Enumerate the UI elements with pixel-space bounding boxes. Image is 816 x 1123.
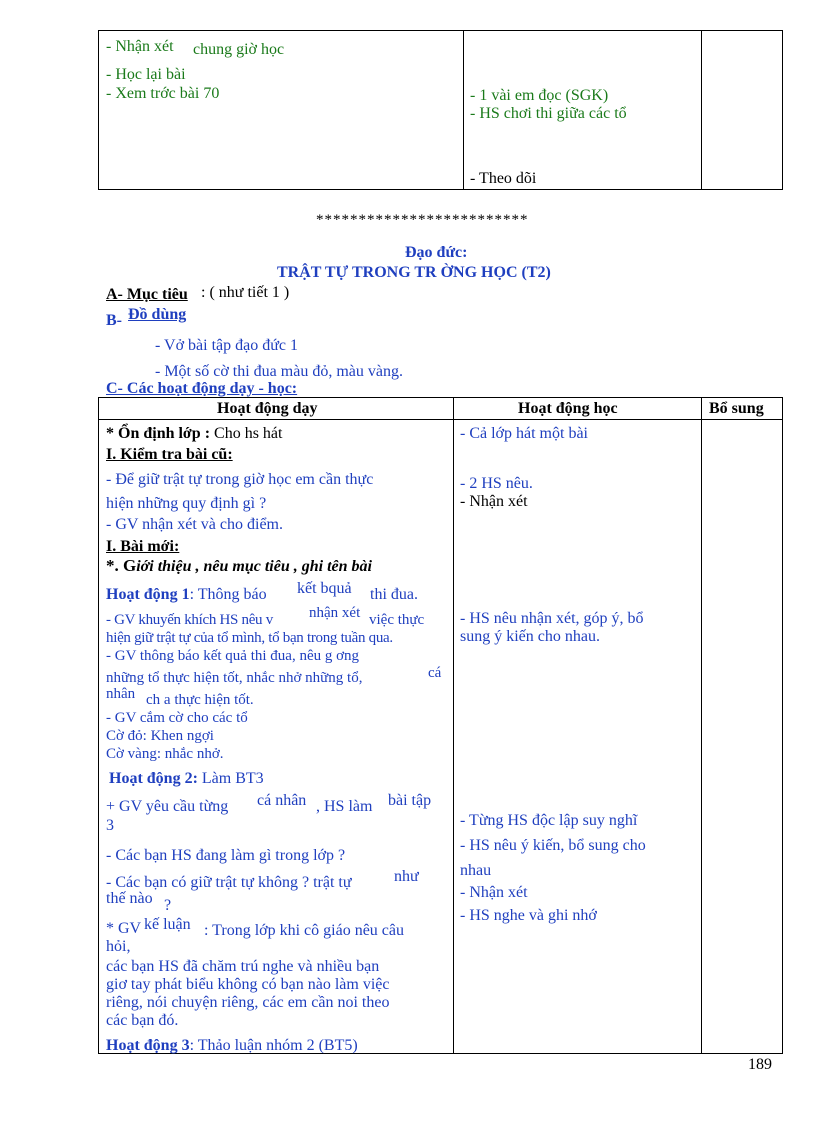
teacher-row-18-a: + GV yêu cầu từng (106, 798, 229, 815)
teacher-row-8 (106, 586, 267, 604)
teacher-row-23-raised: kế luận (144, 916, 191, 933)
teacher-row-22: thế nào (106, 890, 153, 907)
top-col2-line3: - Theo dõi (470, 170, 537, 187)
teacher-row-6: I. Bài mới: (106, 538, 180, 555)
teacher-row-27: riêng, nói chuyện riêng, các em cần noi theo (106, 994, 390, 1011)
lesson-title: TRẬT TỰ TRONG TR ỜNG HỌC (T2) (277, 264, 551, 281)
subject-title: Đạo đức: (405, 244, 468, 261)
student-row-9: - Nhận xét (460, 884, 528, 901)
teacher-row-28: các bạn đó. (106, 1012, 179, 1029)
top-col1-line1-raised: chung giờ học (193, 41, 285, 58)
top-col2-line2: - HS chơi thi giữa các tổ (470, 105, 627, 122)
page-number: 189 (748, 1056, 772, 1073)
teacher-row-5: - GV nhận xét và cho điểm. (106, 516, 283, 533)
section-b-label: Đồ dùng (128, 306, 187, 323)
header-student: Hoạt động học (518, 400, 618, 417)
teacher-row-24: hỏi, (106, 938, 131, 955)
top-table-border-right (782, 30, 783, 190)
student-row-3: - Nhận xét (460, 493, 528, 510)
teacher-row-22-q: ? (164, 897, 172, 914)
activity-1-end: thi đua. (370, 586, 418, 603)
teacher-row-23-a: * GV (106, 920, 142, 937)
teacher-row-1-label: * Ổn định lớp : (106, 425, 211, 442)
student-row-4: - HS nêu nhận xét, góp ý, bổ (460, 610, 644, 627)
teacher-row-18-raised-1: cá nhân (257, 792, 307, 809)
student-row-2: - 2 HS nêu. (460, 475, 533, 492)
teacher-row-16: Cờ vàng: nhắc nhở. (106, 746, 224, 762)
main-table-border-top (98, 397, 783, 398)
section-b-prefix: B- (106, 312, 122, 329)
student-row-1: - Cả lớp hát một bài (460, 425, 588, 442)
top-table-divider-2 (701, 30, 702, 190)
main-table-divider-2 (701, 397, 702, 1054)
teacher-row-9-raised: nhận xét (309, 605, 361, 621)
top-col1-line2: - Học lại bài (106, 66, 186, 83)
teacher-row-26: giơ tay phát biểu không có bạn nào làm việc (106, 976, 390, 993)
teacher-row-21: - Các bạn có giữ trật tự không ? trật tự (106, 874, 352, 891)
teacher-row-10: hiện giữ trật tự của tổ mình, tổ bạn trong tuần qua. (106, 630, 393, 646)
top-table-border-bottom (98, 189, 783, 190)
material-2: - Một số cờ thi đua màu đỏ, màu vàng. (155, 363, 403, 380)
teacher-row-20: - Các bạn HS đang làm gì trong lớp ? (106, 847, 346, 864)
teacher-row-9-b: việc thực (369, 612, 425, 628)
teacher-row-18-raised-2: bài tập (388, 792, 432, 809)
top-col2-line1: - 1 vài em đọc (SGK) (470, 87, 609, 104)
top-table-divider-1 (463, 30, 464, 190)
student-row-6: - Từng HS độc lập suy nghĩ (460, 812, 638, 829)
teacher-row-4: hiện những quy định gì ? (106, 495, 267, 512)
teacher-row-12-raised: cá (428, 665, 442, 681)
teacher-row-13-b: ch a thực hiện tốt. (146, 692, 254, 708)
teacher-row-1-text: Cho hs hát (210, 425, 283, 442)
activity-3-label: Hoạt động 3 (106, 1037, 190, 1054)
teacher-row-21-raised: như (394, 868, 419, 885)
section-a-text: : ( như tiết 1 ) (201, 284, 290, 301)
activity-2-label: Hoạt động 2: (109, 770, 198, 787)
teacher-row-13-a: nhân (106, 686, 136, 702)
teacher-row-25: các bạn HS đã chăm trú nghe và nhiều bạn (106, 958, 380, 975)
teacher-row-9: - GV khuyến khích HS nêu v (106, 612, 273, 628)
top-col1-line1: - Nhận xét (106, 38, 174, 55)
top-table-border-left (98, 30, 99, 190)
teacher-row-1 (106, 425, 282, 443)
teacher-row-14: - GV cắm cờ cho các tổ (106, 710, 248, 726)
top-table-border-top (98, 30, 783, 31)
activity-1-raised: kết bquả (297, 580, 352, 597)
section-a-label: A- Mục tiêu (106, 286, 188, 303)
activity-1-text: : Thông báo (189, 586, 267, 603)
teacher-row-7-a: *. G (106, 556, 137, 575)
teacher-row-29 (106, 1037, 358, 1055)
material-1: - Vở bài tập đạo đức 1 (155, 337, 299, 354)
main-table-border-right (782, 397, 783, 1054)
student-row-5: sung ý kiến cho nhau. (460, 628, 600, 645)
teacher-row-7-b: iới thiệu , nêu mục tiêu , ghi tên bài (136, 558, 372, 575)
student-row-10: - HS nghe và ghi nhớ (460, 907, 597, 924)
activity-1-label: Hoạt động 1 (106, 586, 190, 603)
main-table-border-left (98, 397, 99, 1054)
teacher-row-17 (109, 770, 264, 788)
main-table-header-rule (98, 419, 783, 420)
main-table-divider-1 (453, 397, 454, 1054)
teacher-row-18-b: , HS làm (316, 798, 373, 815)
student-row-8: nhau (460, 862, 492, 879)
teacher-row-19: 3 (106, 817, 114, 834)
section-c-label: C- Các hoạt động dạy - học: (106, 380, 298, 397)
teacher-row-3: - Để giữ trật tự trong giờ học em cần thực (106, 471, 374, 488)
teacher-row-2: I. Kiểm tra bài cũ: (106, 446, 233, 463)
teacher-row-11: - GV thông báo kết quả thi đua, nêu g ơng (106, 648, 360, 664)
activity-3-text: : Thảo luận nhóm 2 (BT5) (189, 1037, 358, 1054)
top-col1-line3: - Xem trớc bài 70 (106, 85, 220, 102)
header-notes: Bổ sung (709, 400, 764, 417)
student-row-7: - HS nêu ý kiến, bổ sung cho (460, 837, 646, 854)
activity-2-text: Làm BT3 (197, 770, 264, 787)
teacher-row-15: Cờ đỏ: Khen ngợi (106, 728, 214, 744)
teacher-row-7 (106, 556, 372, 576)
teacher-row-12: những tổ thực hiện tốt, nhắc nhở những tổ, (106, 670, 363, 686)
separator: ************************* (316, 212, 529, 228)
header-teacher: Hoạt động dạy (217, 400, 318, 417)
teacher-row-23-b: : Trong lớp khi cô giáo nêu câu (204, 922, 404, 939)
